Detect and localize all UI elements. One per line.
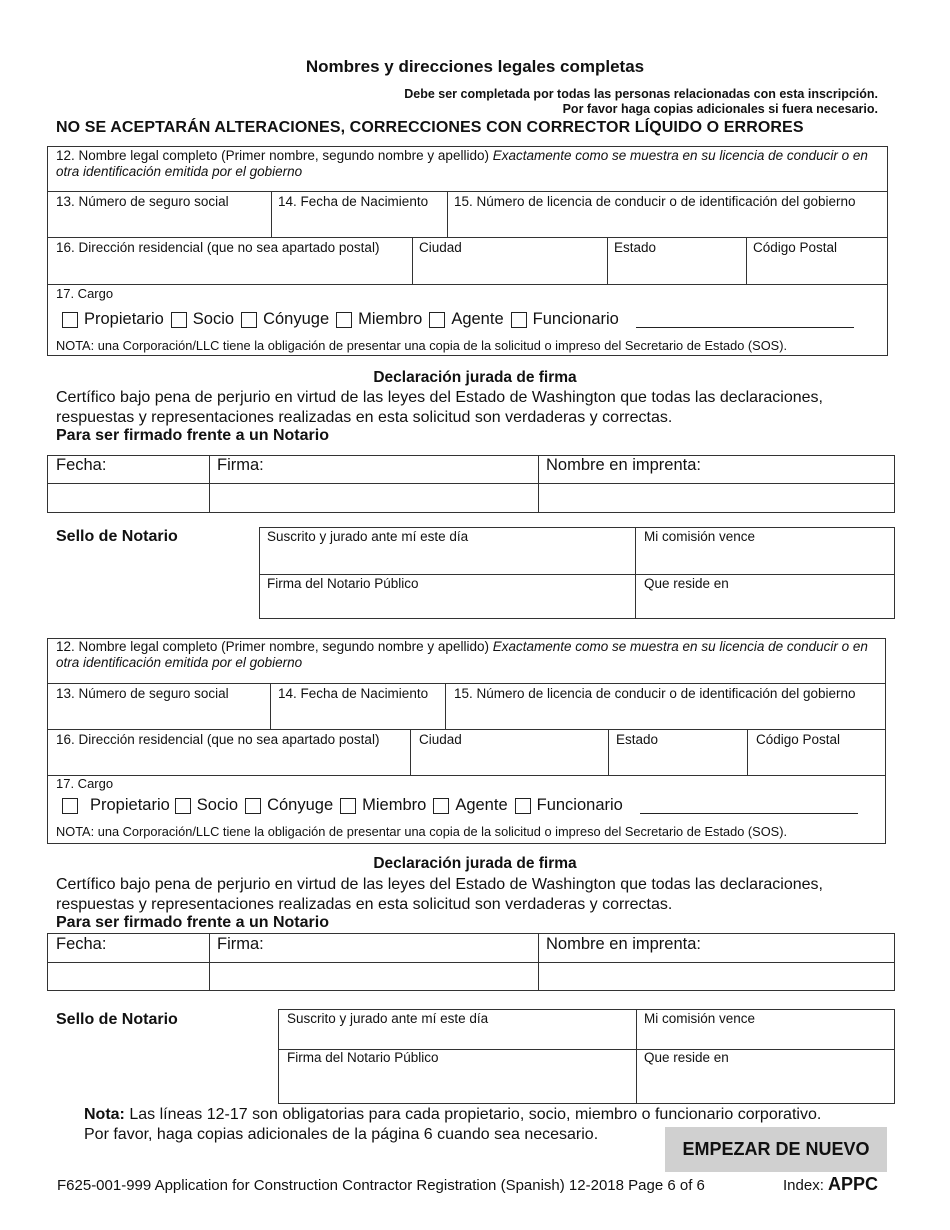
address-field[interactable]: 16. Dirección residencial (que no sea apartado postal) — [56, 240, 380, 255]
city-field[interactable]: Ciudad — [419, 240, 462, 255]
notary-seal-label: Sello de Notario — [56, 528, 178, 545]
city-field[interactable]: Ciudad — [419, 732, 462, 747]
state-field[interactable]: Estado — [614, 240, 657, 255]
printed-name-label: Nombre en imprenta: — [546, 456, 701, 474]
header-note: Debe ser completada por todas las personas relacionadas con esta inscripción. Por favor haga copias adicionales si fuera necesario. — [404, 87, 878, 116]
cargo-options: Propietario Socio Cónyuge Miembro Agente Funcionario — [62, 796, 858, 815]
agente-checkbox[interactable] — [433, 798, 449, 814]
license-field[interactable]: 15. Número de licencia de conducir o de identificación del gobierno — [454, 686, 856, 701]
ssn-field[interactable]: 13. Número de seguro social — [56, 194, 229, 209]
legal-name-field[interactable]: 12. Nombre legal completo (Primer nombre, segundo nombre y apellido) Exactamente como se muestra en su licencia de conducir o en otra identificación emitida por el gobierno — [56, 639, 868, 670]
ssn-field[interactable]: 13. Número de seguro social — [56, 686, 229, 701]
notary-seal-label: Sello de Notario — [56, 1011, 178, 1028]
legal-name-field[interactable]: 12. Nombre legal completo (Primer nombre, segundo nombre y apellido) Exactamente como se muestra en su licencia de conducir o en otra identificación emitida por el gobierno — [56, 148, 868, 179]
warning-text: NO SE ACEPTARÁN ALTERACIONES, CORRECCIONES CON CORRECTOR LÍQUIDO O ERRORES — [56, 119, 804, 136]
restart-button[interactable]: EMPEZAR DE NUEVO — [665, 1127, 887, 1172]
commission-field[interactable]: Mi comisión vence — [644, 1011, 756, 1026]
conyuge-checkbox[interactable] — [245, 798, 261, 814]
address-field[interactable]: 16. Dirección residencial (que no sea apartado postal) — [56, 732, 380, 747]
signature-input[interactable] — [210, 484, 537, 512]
notary-signature-field[interactable]: Firma del Notario Público — [267, 576, 419, 591]
zip-field[interactable]: Código Postal — [753, 240, 838, 255]
declaration-text: Certífico bajo pena de perjurio en virtud de las leyes del Estado de Washington que todas las declaraciones, respuestas y representaciones realizadas en esta solicitud son verdaderas y correctas. — [56, 876, 823, 913]
signature-input[interactable] — [210, 963, 537, 990]
funcionario-checkbox[interactable] — [515, 798, 531, 814]
miembro-checkbox[interactable] — [340, 798, 356, 814]
dob-field[interactable]: 14. Fecha de Nacimiento — [278, 194, 429, 209]
bottom-note: Nota: Las líneas 12-17 son obligatorias para cada propietario, socio, miembro o funcionario corporativo. Por favor, haga copias adicionales de la página 6 cuando sea necesario. — [84, 1106, 822, 1143]
propietario-checkbox[interactable] — [62, 798, 78, 814]
printed-name-label: Nombre en imprenta: — [546, 935, 701, 953]
notary-instruction: Para ser firmado frente a un Notario — [56, 427, 329, 444]
cargo-other-line[interactable] — [636, 327, 854, 328]
commission-field[interactable]: Mi comisión vence — [644, 529, 756, 544]
zip-field[interactable]: Código Postal — [756, 732, 841, 747]
agente-checkbox[interactable] — [429, 312, 445, 328]
residing-field[interactable]: Que reside en — [644, 576, 729, 591]
notary-instruction: Para ser firmado frente a un Notario — [56, 914, 329, 931]
dob-field[interactable]: 14. Fecha de Nacimiento — [278, 686, 429, 701]
declaration-title: Declaración jurada de firma — [373, 369, 577, 386]
conyuge-checkbox[interactable] — [241, 312, 257, 328]
sos-note: NOTA: una Corporación/LLC tiene la obligación de presentar una copia de la solicitud o impreso del Secretario de Estado (SOS). — [56, 338, 788, 353]
sworn-field[interactable]: Suscrito y jurado ante mí este día — [287, 1011, 489, 1026]
socio-checkbox[interactable] — [175, 798, 191, 814]
form-footer: F625-001-999 Application for Construction Contractor Registration (Spanish) 12-2018 Page 6 of 6 — [57, 1177, 705, 1194]
sworn-field[interactable]: Suscrito y jurado ante mí este día — [267, 529, 469, 544]
cargo-options: Propietario Socio Cónyuge Miembro Agente Funcionario — [62, 310, 854, 329]
socio-checkbox[interactable] — [171, 312, 187, 328]
sos-note: NOTA: una Corporación/LLC tiene la obligación de presentar una copia de la solicitud o impreso del Secretario de Estado (SOS). — [56, 824, 788, 839]
license-field[interactable]: 15. Número de licencia de conducir o de identificación del gobierno — [454, 194, 856, 209]
propietario-checkbox[interactable] — [62, 312, 78, 328]
printed-name-input[interactable] — [539, 484, 894, 512]
funcionario-checkbox[interactable] — [511, 312, 527, 328]
signature-label: Firma: — [217, 456, 264, 474]
date-input[interactable] — [48, 484, 208, 512]
printed-name-input[interactable] — [539, 963, 894, 990]
cargo-label: 17. Cargo — [56, 286, 114, 301]
miembro-checkbox[interactable] — [336, 312, 352, 328]
date-label: Fecha: — [56, 935, 107, 953]
signature-label: Firma: — [217, 935, 264, 953]
cargo-label: 17. Cargo — [56, 776, 114, 791]
state-field[interactable]: Estado — [616, 732, 659, 747]
cargo-other-line[interactable] — [640, 813, 858, 814]
date-label: Fecha: — [56, 456, 107, 474]
index-label: Index: APPC — [783, 1174, 879, 1194]
notary-signature-field[interactable]: Firma del Notario Público — [287, 1050, 439, 1065]
page-title: Nombres y direcciones legales completas — [305, 57, 645, 76]
declaration-text: Certífico bajo pena de perjurio en virtud de las leyes del Estado de Washington que todas las declaraciones, respuestas y representaciones realizadas en esta solicitud son verdaderas y correctas. — [56, 389, 823, 426]
declaration-title: Declaración jurada de firma — [373, 855, 577, 872]
date-input[interactable] — [48, 963, 208, 990]
residing-field[interactable]: Que reside en — [644, 1050, 729, 1065]
